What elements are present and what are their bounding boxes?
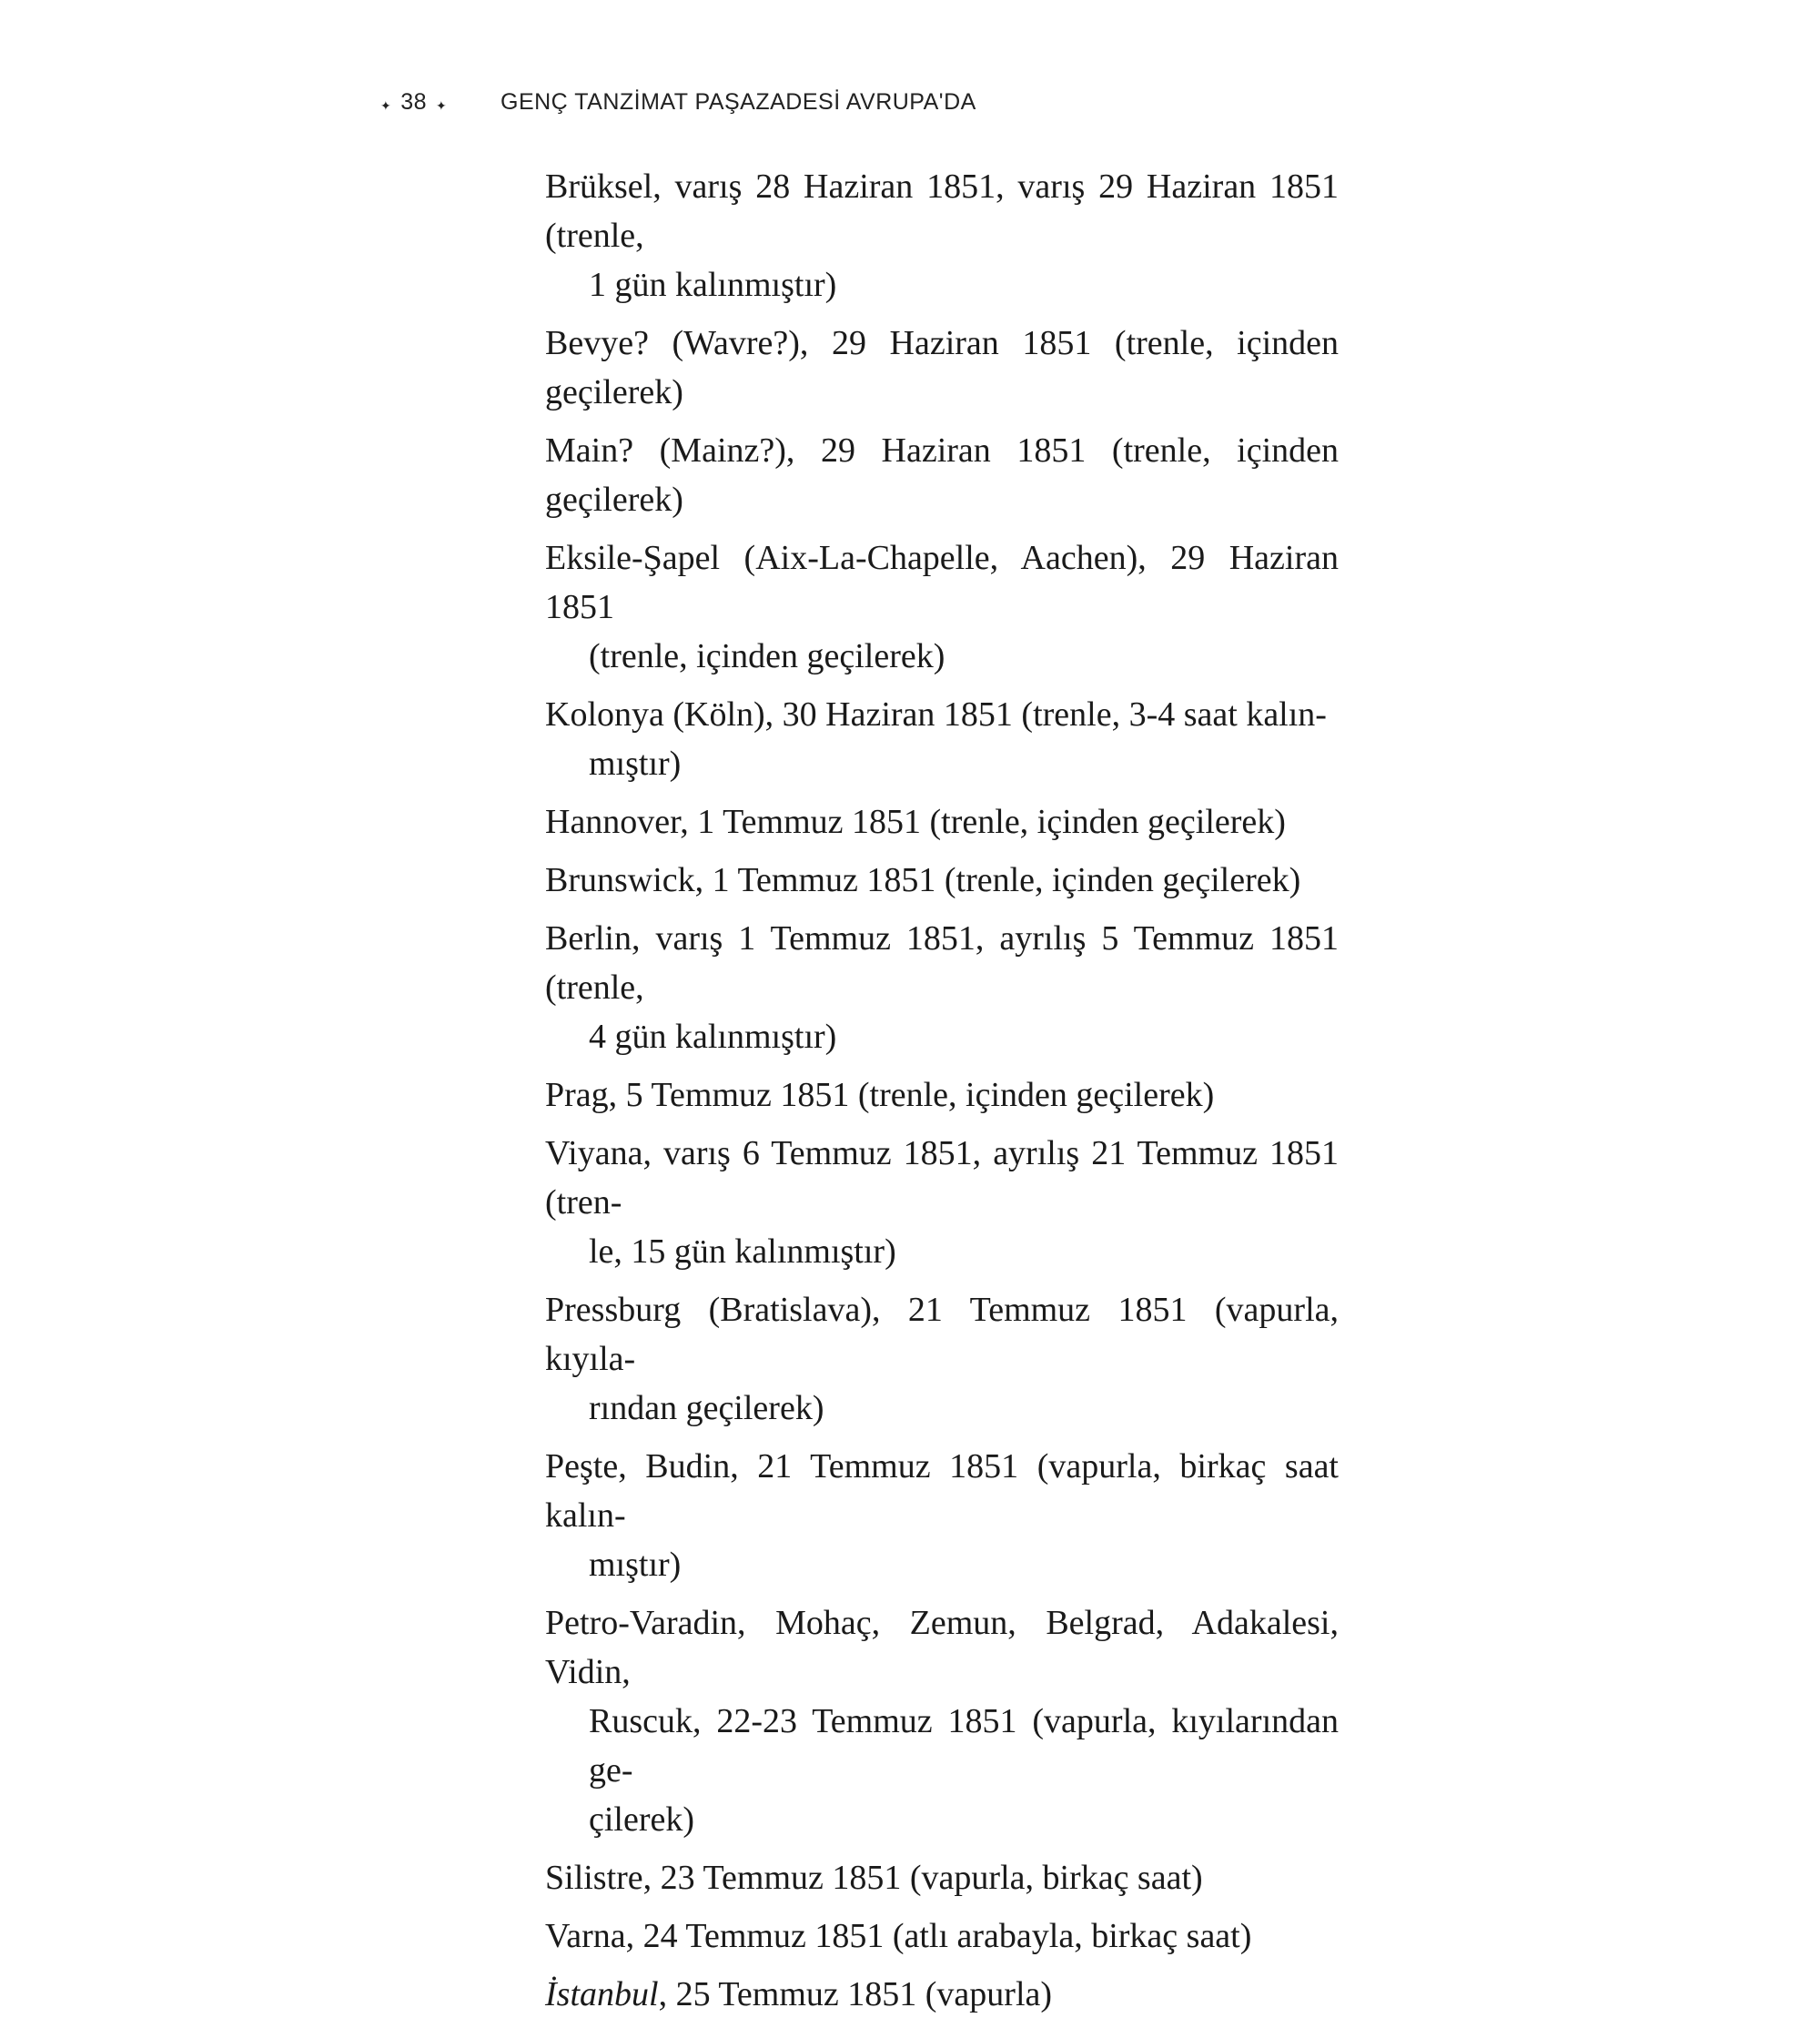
itinerary-entry: [501, 1285, 1339, 1433]
entry-line: Eksile-Şapel (Aix-La-Chapelle, Aachen), 29 Haziran 1851: [545, 539, 1339, 626]
itinerary-entry: [501, 1598, 1339, 1844]
entry-line: Ruscuk, 22-23 Temmuz 1851 (vapurla, kıyılarından ge-: [589, 1702, 1339, 1790]
itinerary-entry: [501, 797, 1339, 847]
itinerary-entry: [501, 1853, 1339, 1902]
entry-line: Peşte, Budin, 21 Temmuz 1851 (vapurla, birkaç saat kalın-: [545, 1447, 1339, 1535]
destination-date: , 25 Temmuz 1851 (vapurla): [658, 1975, 1053, 2013]
entry-line: Pressburg (Bratislava), 21 Temmuz 1851 (vapurla, kıyıla-: [545, 1291, 1339, 1378]
entry-line: Main? (Mainz?), 29 Haziran 1851 (trenle, içinden geçilerek): [545, 431, 1339, 519]
itinerary-entry: [501, 1070, 1339, 1120]
running-head: [380, 89, 1381, 122]
entry-line: (trenle, içinden geçilerek): [589, 637, 945, 675]
itinerary-entry: [501, 1911, 1339, 1961]
entry-line: Kolonya (Köln), 30 Haziran 1851 (trenle, 3-4 saat kalın-: [545, 695, 1327, 734]
itinerary-entry: [501, 533, 1339, 681]
entry-line: Varna, 24 Temmuz 1851 (atlı arabayla, birkaç saat): [545, 1917, 1252, 1955]
itinerary-entry: [501, 426, 1339, 524]
entry-line: rından geçilerek): [589, 1389, 824, 1427]
entry-line: 1 gün kalınmıştır): [589, 266, 837, 304]
entry-line: Prag, 5 Temmuz 1851 (trenle, içinden geçilerek): [545, 1076, 1215, 1114]
entry-line: Brüksel, varış 28 Haziran 1851, varış 29 Haziran 1851 (trenle,: [545, 167, 1339, 255]
itinerary-entry: [501, 856, 1339, 905]
running-title: GENÇ TANZİMAT PAŞAZADESİ AVRUPA'DA: [500, 89, 976, 115]
itinerary-entry: [501, 319, 1339, 417]
ornament-left-icon: ✦: [380, 98, 392, 113]
itinerary-entry: [501, 914, 1339, 1061]
entry-line: Berlin, varış 1 Temmuz 1851, ayrılış 5 Temmuz 1851 (trenle,: [545, 919, 1339, 1007]
entry-line: [545, 1970, 1339, 2019]
entry-line: mıştır): [589, 1546, 682, 1584]
page-number-block: [380, 89, 447, 116]
itinerary-entry: [501, 162, 1339, 309]
entry-line: Brunswick, 1 Temmuz 1851 (trenle, içinden geçilerek): [545, 861, 1301, 899]
itinerary-list: [501, 162, 1339, 2028]
entry-line: Silistre, 23 Temmuz 1851 (vapurla, birkaç saat): [545, 1859, 1203, 1897]
entry-line: Petro-Varadin, Mohaç, Zemun, Belgrad, Adakalesi, Vidin,: [545, 1604, 1339, 1691]
page-number: 38: [400, 89, 428, 115]
itinerary-entry-final: [501, 1970, 1339, 2019]
entry-line: Viyana, varış 6 Temmuz 1851, ayrılış 21 Temmuz 1851 (tren-: [545, 1134, 1339, 1222]
itinerary-entry: [501, 1442, 1339, 1589]
entry-line: le, 15 gün kalınmıştır): [589, 1232, 896, 1271]
entry-line: çilerek): [589, 1800, 695, 1839]
itinerary-entry: [501, 1129, 1339, 1276]
entry-line: 4 gün kalınmıştır): [589, 1018, 837, 1056]
entry-line: Hannover, 1 Temmuz 1851 (trenle, içinden geçilerek): [545, 803, 1286, 841]
destination-place-italic: İstanbul: [545, 1975, 659, 2013]
entry-line: mıştır): [589, 745, 682, 783]
itinerary-entry: [501, 690, 1339, 788]
ornament-right-icon: ✦: [436, 98, 448, 113]
entry-line: Bevye? (Wavre?), 29 Haziran 1851 (trenle, içinden geçilerek): [545, 324, 1339, 411]
